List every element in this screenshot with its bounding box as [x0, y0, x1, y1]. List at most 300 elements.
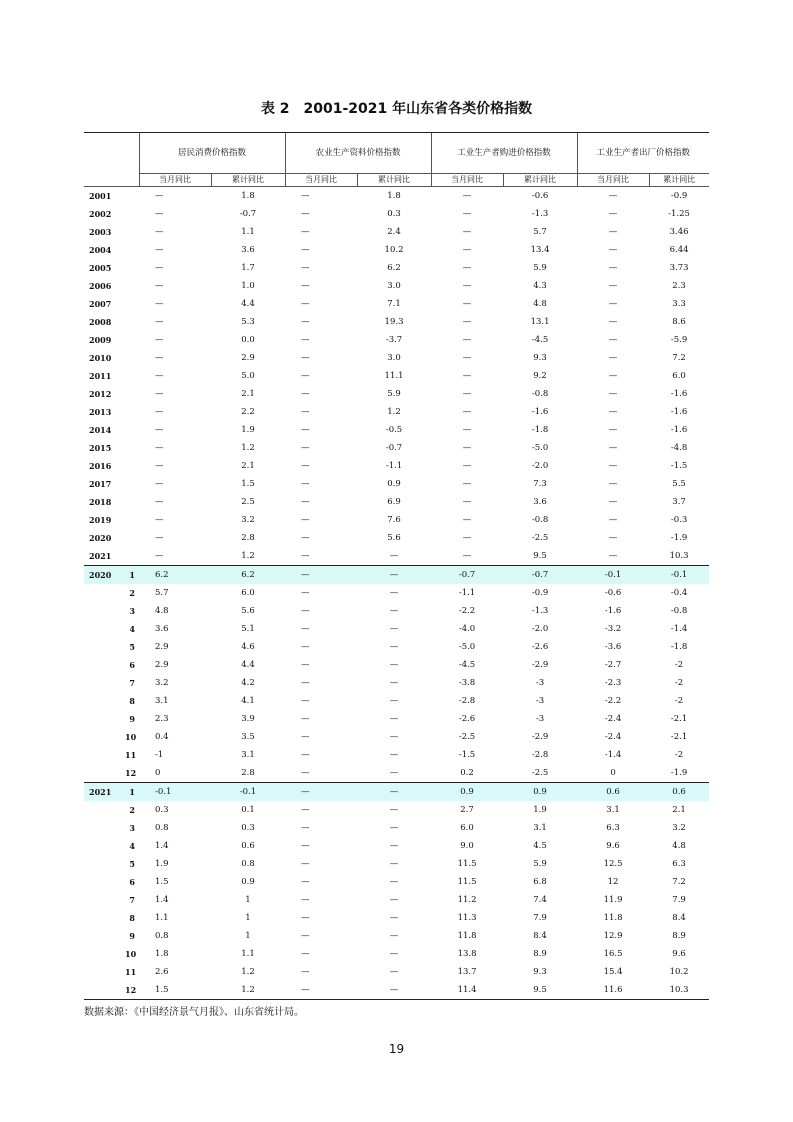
table-row	[84, 475, 709, 493]
table-cell: -2.0	[531, 461, 549, 471]
table-cell: -2.3	[604, 678, 622, 688]
table-cell: —	[301, 281, 310, 291]
row-year-label: 2021	[84, 783, 125, 802]
table-cell: -2.9	[531, 732, 549, 742]
table-cell: —	[462, 317, 472, 327]
table-cell: -2.4	[604, 732, 622, 742]
table-cell: —	[301, 461, 310, 471]
table-cell: -1.6	[531, 407, 549, 417]
table-cell: 3.5	[241, 732, 255, 742]
table-cell: -4.0	[458, 624, 476, 634]
table-cell: 12	[607, 877, 619, 887]
table-cell: —	[462, 515, 472, 525]
table-cell: —	[155, 335, 164, 345]
row-year-label: 2014	[89, 425, 112, 435]
table-cell: —	[389, 714, 399, 724]
table-cell: 7.1	[387, 299, 401, 309]
table-row	[84, 638, 709, 656]
table-cell: —	[389, 805, 399, 815]
table-cell: —	[389, 967, 399, 977]
table-cell: —	[155, 461, 164, 471]
table-cell: —	[389, 768, 399, 778]
table-cell: —	[608, 263, 618, 273]
row-year-label	[84, 909, 125, 927]
table-cell: —	[301, 588, 310, 598]
table-cell: —	[301, 227, 310, 237]
table-cell: 8.4	[672, 913, 686, 923]
table-cell: -1.1	[458, 588, 476, 598]
table-cell: -0.1	[139, 783, 211, 802]
row-year-label: 2012	[89, 389, 112, 399]
table-cell: 5.7	[155, 588, 169, 598]
table-cell: 1.5	[139, 981, 211, 1000]
table-cell: 2.8	[241, 533, 255, 543]
table-cell: -2.6	[458, 714, 476, 724]
table-cell: 0.3	[387, 209, 401, 219]
table-cell: 1.2	[241, 551, 255, 561]
table-cell: -1.1	[385, 461, 403, 471]
table-cell: 9.3	[533, 353, 547, 363]
table-cell: —	[608, 191, 618, 201]
table-cell: -2.4	[604, 714, 622, 724]
table-cell: 4.4	[241, 660, 255, 670]
table-cell: 11.5	[457, 877, 477, 887]
table-cell: -2.1	[670, 714, 688, 724]
table-row	[84, 620, 709, 638]
row-year-label: 2004	[89, 245, 112, 255]
table-cell: 6.0	[460, 823, 474, 833]
table-cell: —	[155, 551, 164, 561]
table-cell: 2.6	[155, 967, 169, 977]
table-cell: —	[155, 317, 164, 327]
table-cell: —	[462, 281, 472, 291]
table-cell: 11.4	[431, 981, 503, 1000]
table-cell: 7.3	[533, 479, 547, 489]
table-cell: 1.8	[155, 949, 169, 959]
table-cell: 8.4	[533, 931, 547, 941]
table-cell: 3.1	[155, 696, 169, 706]
table-cell: —	[389, 750, 399, 760]
table-row	[84, 331, 709, 349]
row-year-label	[84, 801, 125, 819]
table-cell: 4.2	[241, 678, 255, 688]
table-cell: —	[301, 497, 310, 507]
table-cell: 15.4	[603, 967, 623, 977]
table-row	[84, 421, 709, 439]
table-cell: —	[155, 299, 164, 309]
table-cell: —	[608, 407, 618, 417]
table-cell: 10.2	[384, 245, 404, 255]
table-cell: 1	[245, 895, 251, 905]
row-year-label: 2013	[89, 407, 112, 417]
table-cell: -2.6	[531, 642, 549, 652]
row-year-label	[84, 873, 125, 891]
table-row	[84, 873, 709, 891]
table-cell: 5.9	[387, 389, 401, 399]
table-row	[84, 674, 709, 692]
row-month-label: 4	[129, 841, 135, 851]
table-cell: —	[155, 515, 164, 525]
table-cell: 1.2	[211, 981, 285, 1000]
table-cell: —	[389, 949, 399, 959]
table-cell: —	[301, 859, 310, 869]
table-cell: 11.8	[457, 931, 477, 941]
table-cell: -2.8	[531, 750, 549, 760]
price-index-table-container	[84, 132, 709, 1000]
table-row	[84, 963, 709, 981]
table-cell: 2.9	[155, 660, 169, 670]
row-month-label: 7	[129, 895, 135, 905]
table-cell: -3.6	[604, 642, 622, 652]
table-row	[84, 566, 709, 585]
table-cell: 0.9	[503, 783, 577, 802]
table-cell: 5.1	[241, 624, 255, 634]
table-row	[84, 385, 709, 403]
table-cell: —	[462, 551, 472, 561]
table-cell: 19.3	[384, 317, 404, 327]
table-cell: 6.2	[387, 263, 401, 273]
table-cell: —	[301, 317, 310, 327]
row-year-label	[84, 963, 125, 981]
table-cell: 1.2	[241, 443, 255, 453]
table-cell: —	[301, 823, 310, 833]
row-year-label: 2002	[89, 209, 112, 219]
row-year-label	[84, 837, 125, 855]
table-cell: —	[389, 642, 399, 652]
table-row	[84, 313, 709, 331]
table-cell: 1.5	[155, 877, 169, 887]
row-month-label: 1	[125, 566, 139, 585]
table-cell: 0.8	[155, 931, 169, 941]
table-cell: -2	[674, 660, 684, 670]
table-row	[84, 367, 709, 385]
table-cell: 7.2	[672, 877, 686, 887]
table-cell: —	[357, 981, 431, 1000]
table-cell: —	[301, 895, 310, 905]
table-cell: 6.3	[672, 859, 686, 869]
table-cell: 1.4	[155, 895, 169, 905]
table-cell: —	[301, 353, 310, 363]
table-cell: —	[301, 606, 310, 616]
row-month-label: 7	[129, 678, 135, 688]
table-cell: —	[608, 515, 618, 525]
header-corner	[84, 133, 139, 187]
row-month-label: 8	[129, 913, 135, 923]
table-cell: 3.2	[155, 678, 169, 688]
table-cell: —	[357, 566, 431, 585]
table-cell: 0.3	[241, 823, 255, 833]
table-cell: 9.3	[533, 967, 547, 977]
table-cell: —	[301, 696, 310, 706]
table-cell: -0.6	[531, 191, 549, 201]
row-month-label: 2	[129, 588, 135, 598]
source-note: 数据来源：《中国经济景气月报》、山东省统计局。	[84, 1007, 304, 1018]
table-cell: -2	[674, 696, 684, 706]
table-cell: -3.7	[385, 335, 403, 345]
table-cell: -1.9	[670, 533, 688, 543]
table-cell: —	[301, 371, 310, 381]
table-cell: —	[155, 389, 164, 399]
table-cell: 3.3	[672, 299, 686, 309]
table-cell: 11.6	[577, 981, 649, 1000]
table-row	[84, 295, 709, 313]
row-year-label	[84, 674, 125, 692]
table-cell: -3	[535, 714, 545, 724]
table-cell: —	[462, 299, 472, 309]
table-cell: -2.5	[531, 768, 549, 778]
table-cell: —	[462, 497, 472, 507]
table-cell: -1.4	[670, 624, 688, 634]
table-cell: —	[389, 823, 399, 833]
row-month-label: 3	[129, 823, 135, 833]
table-cell: —	[608, 425, 618, 435]
table-body	[84, 187, 709, 1000]
table-cell: —	[389, 660, 399, 670]
table-cell: 0.9	[387, 479, 401, 489]
group-header-agri-input: 农业生产资料价格指数	[285, 133, 431, 174]
table-cell: —	[301, 732, 310, 742]
table-cell: -5.9	[670, 335, 688, 345]
table-row	[84, 223, 709, 241]
table-cell: -2.2	[458, 606, 476, 616]
table-cell: 3.2	[241, 515, 255, 525]
table-cell: —	[301, 949, 310, 959]
table-cell: -0.9	[531, 588, 549, 598]
table-cell: —	[462, 209, 472, 219]
group-header-cpi: 居民消费价格指数	[139, 133, 285, 174]
table-cell: 9.5	[503, 981, 577, 1000]
table-cell: 16.5	[603, 949, 623, 959]
table-cell: —	[301, 209, 310, 219]
table-cell: 1.2	[241, 967, 255, 977]
row-month-label: 6	[129, 660, 135, 670]
table-cell: 3.9	[241, 714, 255, 724]
table-cell: 7.6	[387, 515, 401, 525]
table-cell: 8.6	[672, 317, 686, 327]
table-cell: —	[608, 389, 618, 399]
table-cell: —	[301, 967, 310, 977]
row-month-label: 10	[125, 732, 137, 742]
row-year-label: 2019	[89, 515, 112, 525]
table-cell: 0.1	[241, 805, 255, 815]
row-year-label	[84, 620, 125, 638]
table-row	[84, 529, 709, 547]
row-month-label: 11	[125, 967, 137, 977]
table-cell: 0.4	[155, 732, 169, 742]
table-cell: -0.1	[649, 566, 709, 585]
table-cell: 2.3	[672, 281, 686, 291]
table-cell: —	[608, 479, 618, 489]
table-cell: 3.46	[669, 227, 689, 237]
table-cell: 1.0	[241, 281, 255, 291]
table-cell: 6.0	[241, 588, 255, 598]
table-row	[84, 728, 709, 746]
table-cell: 5.9	[533, 263, 547, 273]
table-cell: 6.2	[139, 566, 211, 585]
table-cell: 2.4	[387, 227, 401, 237]
table-cell: -1	[155, 750, 164, 760]
table-cell: —	[357, 783, 431, 802]
table-cell: -0.3	[670, 515, 688, 525]
table-cell: —	[462, 407, 472, 417]
table-cell: 0	[610, 768, 616, 778]
table-cell: 4.3	[533, 281, 547, 291]
table-cell: 3.1	[533, 823, 547, 833]
table-cell: —	[608, 551, 618, 561]
table-cell: 9.0	[460, 841, 474, 851]
row-year-label	[84, 945, 125, 963]
table-cell: —	[389, 931, 399, 941]
row-year-label	[84, 746, 125, 764]
table-cell: —	[301, 877, 310, 887]
table-cell: -1.8	[531, 425, 549, 435]
table-cell: —	[301, 263, 310, 273]
table-cell: 11.9	[603, 895, 623, 905]
table-cell: -1.8	[670, 642, 688, 652]
table-cell: -0.1	[211, 783, 285, 802]
table-cell: -4.5	[531, 335, 549, 345]
table-cell: -0.8	[670, 606, 688, 616]
table-cell: —	[155, 497, 164, 507]
table-cell: —	[608, 371, 618, 381]
row-month-label: 12	[125, 981, 139, 1000]
table-cell: —	[155, 263, 164, 273]
row-month-label: 9	[129, 714, 135, 724]
table-cell: -0.1	[577, 566, 649, 585]
row-year-label	[84, 710, 125, 728]
table-row	[84, 837, 709, 855]
table-cell: 4.6	[241, 642, 255, 652]
group-header-row	[84, 133, 709, 174]
table-cell: —	[301, 913, 310, 923]
table-cell: 3.2	[672, 823, 686, 833]
table-cell: —	[608, 245, 618, 255]
row-year-label: 2021	[89, 551, 112, 561]
table-cell: —	[389, 913, 399, 923]
row-year-label: 2020	[84, 566, 125, 585]
table-row	[84, 891, 709, 909]
table-cell: —	[155, 209, 164, 219]
table-cell: -0.4	[670, 588, 688, 598]
table-row	[84, 692, 709, 710]
row-month-label: 3	[129, 606, 135, 616]
table-cell: —	[462, 443, 472, 453]
table-cell: -0.8	[531, 515, 549, 525]
table-cell: —	[301, 714, 310, 724]
table-row	[84, 656, 709, 674]
row-year-label	[84, 656, 125, 674]
sub-header: 累计同比	[211, 174, 285, 187]
table-cell: 3.73	[669, 263, 689, 273]
table-cell: 3.7	[672, 497, 686, 507]
table-cell: 10.2	[669, 967, 689, 977]
table-cell: —	[301, 660, 310, 670]
table-row	[84, 764, 709, 783]
table-row	[84, 187, 709, 206]
sub-header: 累计同比	[649, 174, 709, 187]
table-cell: 5.7	[533, 227, 547, 237]
table-cell: 9.6	[606, 841, 620, 851]
row-year-label: 2003	[89, 227, 112, 237]
table-cell: —	[301, 245, 310, 255]
table-cell: 0.9	[431, 783, 503, 802]
table-cell: —	[285, 981, 357, 1000]
row-year-label: 2001	[89, 191, 112, 201]
table-cell: —	[301, 299, 310, 309]
table-cell: —	[155, 533, 164, 543]
row-year-label: 2009	[89, 335, 112, 345]
table-cell: —	[389, 551, 399, 561]
table-cell: -2.8	[458, 696, 476, 706]
table-cell: -2.9	[531, 660, 549, 670]
table-cell: 0.6	[577, 783, 649, 802]
table-cell: 6.8	[533, 877, 547, 887]
table-row	[84, 981, 709, 1000]
table-cell: 10.3	[649, 981, 709, 1000]
table-cell: 4.8	[672, 841, 686, 851]
table-row	[84, 945, 709, 963]
table-cell: 3.6	[533, 497, 547, 507]
table-cell: 4.5	[533, 841, 547, 851]
table-cell: 6.3	[606, 823, 620, 833]
table-cell: 0.0	[241, 335, 255, 345]
table-cell: —	[608, 299, 618, 309]
table-cell: -3.8	[458, 678, 476, 688]
table-cell: —	[462, 263, 472, 273]
table-cell: 7.4	[533, 895, 547, 905]
table-cell: —	[155, 281, 164, 291]
table-cell: —	[389, 624, 399, 634]
table-cell: 2.9	[241, 353, 255, 363]
table-cell: 0	[155, 768, 161, 778]
table-cell: —	[462, 227, 472, 237]
row-year-label: 2007	[89, 299, 112, 309]
table-cell: —	[301, 515, 310, 525]
table-cell: —	[389, 588, 399, 598]
table-row	[84, 205, 709, 223]
row-month-label: 9	[129, 931, 135, 941]
table-cell: 7.9	[533, 913, 547, 923]
table-cell: -1.6	[670, 407, 688, 417]
table-cell: 2.7	[460, 805, 474, 815]
table-cell: 11.1	[384, 371, 404, 381]
row-year-label: 2010	[89, 353, 112, 363]
table-cell: —	[301, 425, 310, 435]
row-month-label: 5	[129, 859, 135, 869]
table-cell: -2	[674, 678, 684, 688]
table-cell: —	[462, 533, 472, 543]
table-row	[84, 403, 709, 421]
sub-header: 累计同比	[357, 174, 431, 187]
table-cell: —	[608, 461, 618, 471]
table-cell: -3.2	[604, 624, 622, 634]
table-cell: -5.0	[458, 642, 476, 652]
group-header-ppirm: 工业生产者购进价格指数	[431, 133, 577, 174]
row-year-label	[84, 584, 125, 602]
table-cell: —	[462, 479, 472, 489]
table-cell: —	[155, 191, 164, 201]
table-cell: 12.5	[603, 859, 623, 869]
table-cell: 1	[245, 931, 251, 941]
table-cell: 11.3	[457, 913, 477, 923]
table-row	[84, 855, 709, 873]
table-cell: —	[155, 479, 164, 489]
table-cell: 1.1	[241, 949, 255, 959]
table-cell: —	[389, 841, 399, 851]
table-cell: —	[608, 353, 618, 363]
table-cell: —	[155, 425, 164, 435]
table-cell: 3.1	[241, 750, 255, 760]
